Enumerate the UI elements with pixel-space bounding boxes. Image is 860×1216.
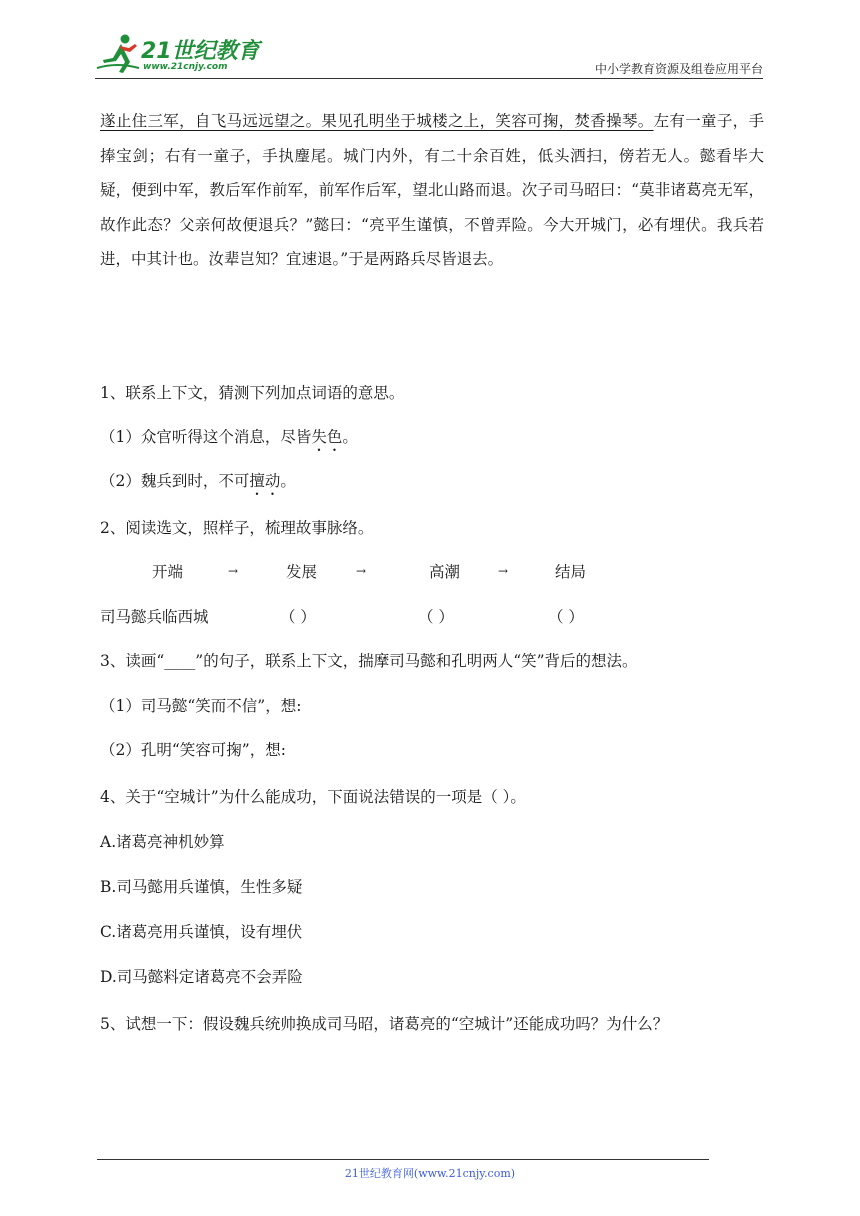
page-footer[interactable]: 21世纪教育网(www.21cnjy.com) — [344, 1167, 516, 1180]
q1-item-2-end: 。 — [280, 472, 296, 490]
q1-item-2-text: （2）魏兵到时，不可 — [100, 472, 250, 490]
q4-option-a: A.诸葛亮神机妙算 — [100, 833, 225, 851]
q3-stem: 3、读画“____”的句子，联系上下文，揣摩司马懿和孔明两人“笑”背后的想法。 — [100, 652, 638, 670]
q1-item-2 — [100, 470, 296, 499]
q3-item-2: （2）孔明“笑容可掬”，想: — [100, 741, 286, 759]
outline-label-climax: 高潮 — [429, 563, 461, 581]
outline-label-ending: 结局 — [555, 563, 587, 581]
arrow-icon: → — [356, 564, 367, 578]
footer-divider — [97, 1159, 709, 1160]
passage — [100, 104, 764, 277]
header-title: 中小学教育资源及组卷应用平台 — [594, 62, 763, 76]
page-header — [95, 28, 763, 78]
passage-text: 左有一童子，手捧宝剑；右有一童子，手执麈尾。城门内外，有二十余百姓，低头洒扫，傍若无人。懿看毕大疑，便到中军，教后军作前军，前军作后军，望北山路而退。次子司马昭曰：“莫非诸葛亮无军，故作此态？父亲何故便退兵？”懿曰：“亮平生谨慎，不曾弄险。今大开城门，必有埋伏。我兵若进，中其计也。汝辈岂知？宜速退。”于是两路兵尽皆退去。 — [100, 112, 764, 268]
q4-option-c: C.诸葛亮用兵谨慎，设有埋伏 — [100, 923, 303, 941]
arrow-icon: → — [498, 564, 509, 578]
q1-item-1-dotted-word: 失色 — [311, 428, 343, 446]
runner-icon — [95, 32, 141, 76]
q1-item-2-dotted-word: 擅动 — [249, 472, 281, 490]
outline-blank-ending[interactable]: （ ） — [548, 608, 584, 626]
q1-item-1-end: 。 — [342, 428, 358, 446]
logo-url: www.21cnjy.com — [143, 62, 228, 72]
outline-blank-climax[interactable]: （ ） — [418, 608, 454, 626]
q4-stem: 4、关于“空城计”为什么能成功，下面说法错误的一项是（ ）。 — [100, 788, 526, 806]
outline-blank-development[interactable]: （ ） — [280, 608, 316, 626]
q3-item-1: （1）司马懿“笑而不信”，想: — [100, 697, 302, 715]
header-divider — [95, 78, 763, 79]
q1-item-1 — [100, 426, 358, 455]
q4-option-d: D.司马懿料定诸葛亮不会弄险 — [100, 968, 303, 986]
outline-example: 司马懿兵临西城 — [100, 608, 209, 626]
q5-stem: 5、试想一下：假设魏兵统帅换成司马昭，诸葛亮的“空城计”还能成功吗？为什么？ — [100, 1015, 669, 1033]
site-logo — [95, 32, 295, 76]
q2-stem: 2、阅读选文，照样子，梳理故事脉络。 — [100, 519, 374, 537]
outline-label-start: 开端 — [152, 563, 184, 581]
q1-item-1-text: （1）众官听得这个消息，尽皆 — [100, 428, 312, 446]
q4-option-b: B.司马懿用兵谨慎，生性多疑 — [100, 878, 303, 896]
q1-stem: 1、联系上下文，猜测下列加点词语的意思。 — [100, 384, 405, 402]
passage-underlined-sentence: 遂止住三军，自飞马远远望之。果见孔明坐于城楼之上，笑容可掬，焚香操琴。 — [100, 112, 654, 130]
outline-label-development: 发展 — [286, 563, 318, 581]
logo-text: 21世纪教育 — [141, 39, 260, 64]
main-content — [100, 104, 764, 537]
arrow-icon: → — [228, 564, 239, 578]
